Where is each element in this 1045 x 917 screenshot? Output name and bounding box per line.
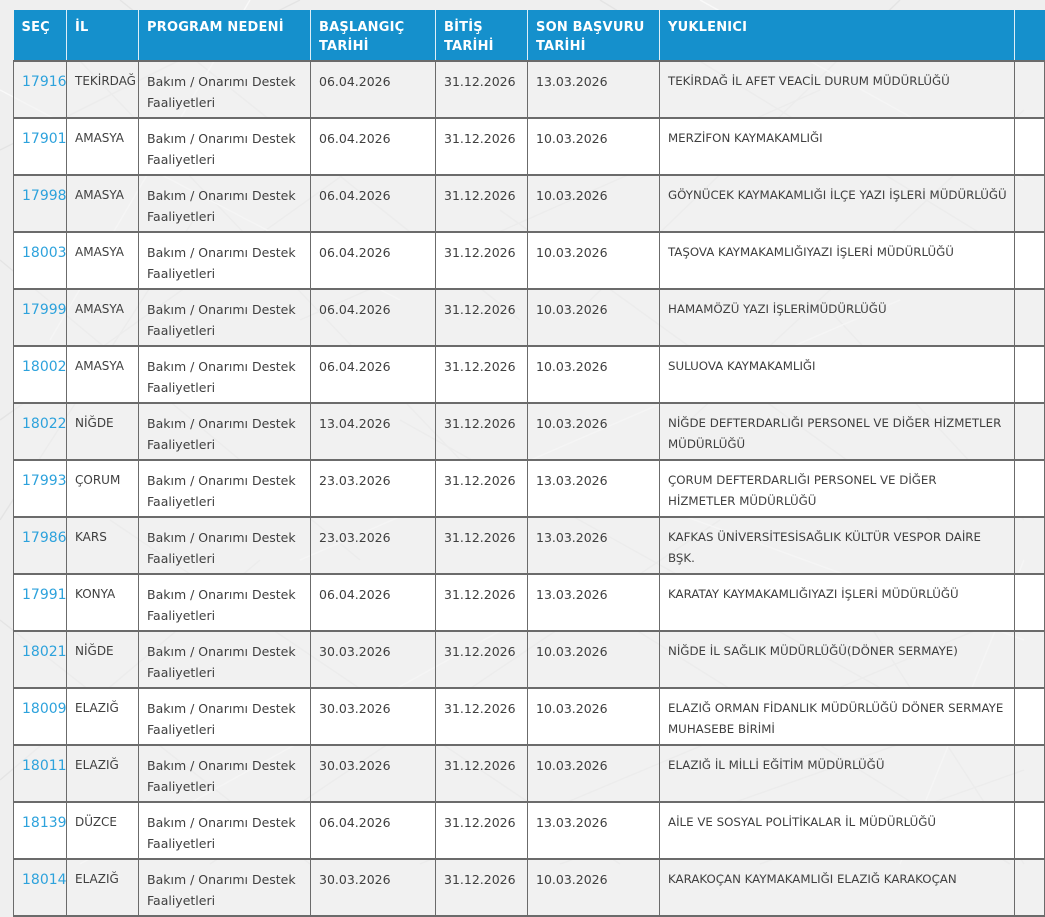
cell-cutoff — [1015, 61, 1045, 118]
cell-baslangic-tarihi: 06.04.2026 — [311, 289, 436, 346]
cell-yuklenici: KARATAY KAYMAKAMLIĞIYAZI İŞLERİ MÜDÜRLÜĞÜ — [660, 574, 1015, 631]
table-row — [14, 61, 1045, 118]
cell-sec — [14, 574, 67, 631]
cell-il: TEKİRDAĞ — [67, 61, 139, 118]
cell-il: KONYA — [67, 574, 139, 631]
program-id-link[interactable]: 18003 — [22, 245, 67, 261]
cell-baslangic-tarihi: 06.04.2026 — [311, 574, 436, 631]
col-header-il: İL — [67, 10, 139, 61]
cell-il: NİĞDE — [67, 403, 139, 460]
cell-bitis-tarihi: 31.12.2026 — [436, 517, 528, 574]
cell-program-nedeni: Bakım / Onarımı Destek Faaliyetleri — [139, 346, 311, 403]
cell-baslangic-tarihi: 30.03.2026 — [311, 859, 436, 916]
cell-il: DÜZCE — [67, 802, 139, 859]
cell-sec — [14, 289, 67, 346]
cell-son-basvuru-tarihi: 10.03.2026 — [528, 232, 660, 289]
cell-sec — [14, 688, 67, 745]
col-header-cutoff — [1015, 10, 1045, 61]
cell-program-nedeni: Bakım / Onarımı Destek Faaliyetleri — [139, 574, 311, 631]
table-row — [14, 232, 1045, 289]
table-row — [14, 688, 1045, 745]
cell-yuklenici: KAFKAS ÜNİVERSİTESİSAĞLIK KÜLTÜR VESPOR DAİRE BŞK. — [660, 517, 1015, 574]
cell-cutoff — [1015, 403, 1045, 460]
cell-yuklenici: ELAZIĞ ORMAN FİDANLIK MÜDÜRLÜĞÜ DÖNER SERMAYE MUHASEBE BİRİMİ — [660, 688, 1015, 745]
cell-il: ELAZIĞ — [67, 859, 139, 916]
cell-son-basvuru-tarihi: 10.03.2026 — [528, 688, 660, 745]
cell-baslangic-tarihi: 06.04.2026 — [311, 118, 436, 175]
cell-cutoff — [1015, 631, 1045, 688]
cell-son-basvuru-tarihi: 10.03.2026 — [528, 346, 660, 403]
program-id-link[interactable]: 17986 — [22, 530, 67, 546]
cell-baslangic-tarihi: 23.03.2026 — [311, 517, 436, 574]
program-id-link[interactable]: 18139 — [22, 815, 67, 831]
cell-program-nedeni: Bakım / Onarımı Destek Faaliyetleri — [139, 631, 311, 688]
cell-bitis-tarihi: 31.12.2026 — [436, 859, 528, 916]
cell-program-nedeni: Bakım / Onarımı Destek Faaliyetleri — [139, 688, 311, 745]
program-id-link[interactable]: 18014 — [22, 872, 67, 888]
table-row — [14, 289, 1045, 346]
table-row — [14, 631, 1045, 688]
program-id-link[interactable]: 17901 — [22, 131, 67, 147]
cell-yuklenici: AİLE VE SOSYAL POLİTİKALAR İL MÜDÜRLÜĞÜ — [660, 802, 1015, 859]
cell-bitis-tarihi: 31.12.2026 — [436, 232, 528, 289]
cell-son-basvuru-tarihi: 13.03.2026 — [528, 61, 660, 118]
cell-bitis-tarihi: 31.12.2026 — [436, 175, 528, 232]
cell-il: NİĞDE — [67, 631, 139, 688]
cell-cutoff — [1015, 346, 1045, 403]
cell-yuklenici: GÖYNÜCEK KAYMAKAMLIĞI İLÇE YAZI İŞLERİ MÜDÜRLÜĞÜ — [660, 175, 1015, 232]
cell-baslangic-tarihi: 30.03.2026 — [311, 688, 436, 745]
cell-baslangic-tarihi: 23.03.2026 — [311, 460, 436, 517]
cell-son-basvuru-tarihi: 13.03.2026 — [528, 517, 660, 574]
cell-sec — [14, 802, 67, 859]
cell-bitis-tarihi: 31.12.2026 — [436, 289, 528, 346]
program-id-link[interactable]: 17993 — [22, 473, 67, 489]
table-row — [14, 517, 1045, 574]
cell-son-basvuru-tarihi: 10.03.2026 — [528, 175, 660, 232]
cell-bitis-tarihi: 31.12.2026 — [436, 574, 528, 631]
programs-table — [13, 10, 1045, 917]
cell-il: ELAZIĞ — [67, 745, 139, 802]
cell-yuklenici: TAŞOVA KAYMAKAMLIĞIYAZI İŞLERİ MÜDÜRLÜĞÜ — [660, 232, 1015, 289]
cell-sec — [14, 517, 67, 574]
cell-baslangic-tarihi: 13.04.2026 — [311, 403, 436, 460]
cell-il: AMASYA — [67, 346, 139, 403]
cell-son-basvuru-tarihi: 13.03.2026 — [528, 460, 660, 517]
cell-program-nedeni: Bakım / Onarımı Destek Faaliyetleri — [139, 289, 311, 346]
cell-cutoff — [1015, 232, 1045, 289]
cell-bitis-tarihi: 31.12.2026 — [436, 118, 528, 175]
cell-baslangic-tarihi: 06.04.2026 — [311, 802, 436, 859]
table-row — [14, 460, 1045, 517]
cell-yuklenici: ÇORUM DEFTERDARLIĞI PERSONEL VE DİĞER HİZMETLER MÜDÜRLÜĞÜ — [660, 460, 1015, 517]
cell-program-nedeni: Bakım / Onarımı Destek Faaliyetleri — [139, 745, 311, 802]
table-header — [14, 10, 1045, 61]
col-header-bitis-tarihi: BİTİŞ TARİHİ — [436, 10, 528, 61]
cell-bitis-tarihi: 31.12.2026 — [436, 631, 528, 688]
cell-bitis-tarihi: 31.12.2026 — [436, 802, 528, 859]
cell-cutoff — [1015, 118, 1045, 175]
cell-cutoff — [1015, 460, 1045, 517]
col-header-yuklenici: YUKLENICI — [660, 10, 1015, 61]
cell-bitis-tarihi: 31.12.2026 — [436, 460, 528, 517]
program-id-link[interactable]: 18002 — [22, 359, 67, 375]
cell-il: AMASYA — [67, 232, 139, 289]
cell-program-nedeni: Bakım / Onarımı Destek Faaliyetleri — [139, 517, 311, 574]
cell-sec — [14, 175, 67, 232]
cell-cutoff — [1015, 802, 1045, 859]
cell-cutoff — [1015, 859, 1045, 916]
programs-table-container — [13, 10, 1024, 908]
cell-baslangic-tarihi: 06.04.2026 — [311, 175, 436, 232]
cell-cutoff — [1015, 175, 1045, 232]
table-row — [14, 745, 1045, 802]
cell-yuklenici: NİĞDE DEFTERDARLIĞI PERSONEL VE DİĞER HİZMETLER MÜDÜRLÜĞÜ — [660, 403, 1015, 460]
col-header-sec: SEÇ — [14, 10, 67, 61]
program-id-link[interactable]: 18021 — [22, 644, 67, 660]
cell-son-basvuru-tarihi: 10.03.2026 — [528, 289, 660, 346]
cell-yuklenici: SULUOVA KAYMAKAMLIĞI — [660, 346, 1015, 403]
cell-sec — [14, 460, 67, 517]
cell-program-nedeni: Bakım / Onarımı Destek Faaliyetleri — [139, 232, 311, 289]
cell-il: KARS — [67, 517, 139, 574]
program-id-link[interactable]: 17998 — [22, 188, 67, 204]
program-id-link[interactable]: 18009 — [22, 701, 67, 717]
program-id-link[interactable]: 17991 — [22, 587, 67, 603]
cell-il: AMASYA — [67, 175, 139, 232]
cell-program-nedeni: Bakım / Onarımı Destek Faaliyetleri — [139, 175, 311, 232]
cell-baslangic-tarihi: 06.04.2026 — [311, 61, 436, 118]
cell-sec — [14, 745, 67, 802]
cell-il: AMASYA — [67, 118, 139, 175]
cell-sec — [14, 346, 67, 403]
cell-program-nedeni: Bakım / Onarımı Destek Faaliyetleri — [139, 859, 311, 916]
cell-bitis-tarihi: 31.12.2026 — [436, 346, 528, 403]
program-id-link[interactable]: 17916 — [22, 74, 67, 90]
cell-son-basvuru-tarihi: 13.03.2026 — [528, 802, 660, 859]
program-id-link[interactable]: 17999 — [22, 302, 67, 318]
cell-son-basvuru-tarihi: 10.03.2026 — [528, 118, 660, 175]
cell-sec — [14, 631, 67, 688]
cell-baslangic-tarihi: 06.04.2026 — [311, 346, 436, 403]
cell-bitis-tarihi: 31.12.2026 — [436, 403, 528, 460]
cell-yuklenici: TEKİRDAĞ İL AFET VEACİL DURUM MÜDÜRLÜĞÜ — [660, 61, 1015, 118]
cell-son-basvuru-tarihi: 10.03.2026 — [528, 403, 660, 460]
cell-sec — [14, 403, 67, 460]
cell-bitis-tarihi: 31.12.2026 — [436, 688, 528, 745]
cell-yuklenici: NİĞDE İL SAĞLIK MÜDÜRLÜĞÜ(DÖNER SERMAYE) — [660, 631, 1015, 688]
cell-il: AMASYA — [67, 289, 139, 346]
cell-yuklenici: MERZİFON KAYMAKAMLIĞI — [660, 118, 1015, 175]
col-header-baslangic-tarihi: BAŞLANGIÇ TARİHİ — [311, 10, 436, 61]
cell-program-nedeni: Bakım / Onarımı Destek Faaliyetleri — [139, 61, 311, 118]
cell-sec — [14, 118, 67, 175]
cell-bitis-tarihi: 31.12.2026 — [436, 61, 528, 118]
table-body — [14, 61, 1045, 916]
table-row — [14, 574, 1045, 631]
cell-cutoff — [1015, 688, 1045, 745]
cell-program-nedeni: Bakım / Onarımı Destek Faaliyetleri — [139, 460, 311, 517]
col-header-program-nedeni: PROGRAM NEDENİ — [139, 10, 311, 61]
cell-cutoff — [1015, 289, 1045, 346]
table-row — [14, 859, 1045, 916]
cell-cutoff — [1015, 517, 1045, 574]
table-row — [14, 802, 1045, 859]
cell-son-basvuru-tarihi: 10.03.2026 — [528, 745, 660, 802]
cell-program-nedeni: Bakım / Onarımı Destek Faaliyetleri — [139, 802, 311, 859]
table-row — [14, 346, 1045, 403]
cell-baslangic-tarihi: 30.03.2026 — [311, 631, 436, 688]
col-header-son-basvuru-tarihi: SON BAŞVURU TARİHİ — [528, 10, 660, 61]
cell-cutoff — [1015, 574, 1045, 631]
cell-bitis-tarihi: 31.12.2026 — [436, 745, 528, 802]
cell-yuklenici: HAMAMÖZÜ YAZI İŞLERİMÜDÜRLÜĞÜ — [660, 289, 1015, 346]
program-id-link[interactable]: 18022 — [22, 416, 67, 432]
cell-sec — [14, 232, 67, 289]
cell-sec — [14, 859, 67, 916]
cell-program-nedeni: Bakım / Onarımı Destek Faaliyetleri — [139, 118, 311, 175]
cell-il: ÇORUM — [67, 460, 139, 517]
cell-baslangic-tarihi: 30.03.2026 — [311, 745, 436, 802]
cell-cutoff — [1015, 745, 1045, 802]
cell-yuklenici: KARAKOÇAN KAYMAKAMLIĞI ELAZIĞ KARAKOÇAN — [660, 859, 1015, 916]
table-row — [14, 175, 1045, 232]
cell-baslangic-tarihi: 06.04.2026 — [311, 232, 436, 289]
table-row — [14, 403, 1045, 460]
cell-il: ELAZIĞ — [67, 688, 139, 745]
cell-sec — [14, 61, 67, 118]
cell-son-basvuru-tarihi: 10.03.2026 — [528, 631, 660, 688]
program-id-link[interactable]: 18011 — [22, 758, 67, 774]
cell-yuklenici: ELAZIĞ İL MİLLİ EĞİTİM MÜDÜRLÜĞÜ — [660, 745, 1015, 802]
cell-son-basvuru-tarihi: 13.03.2026 — [528, 574, 660, 631]
table-row — [14, 118, 1045, 175]
cell-program-nedeni: Bakım / Onarımı Destek Faaliyetleri — [139, 403, 311, 460]
cell-son-basvuru-tarihi: 10.03.2026 — [528, 859, 660, 916]
